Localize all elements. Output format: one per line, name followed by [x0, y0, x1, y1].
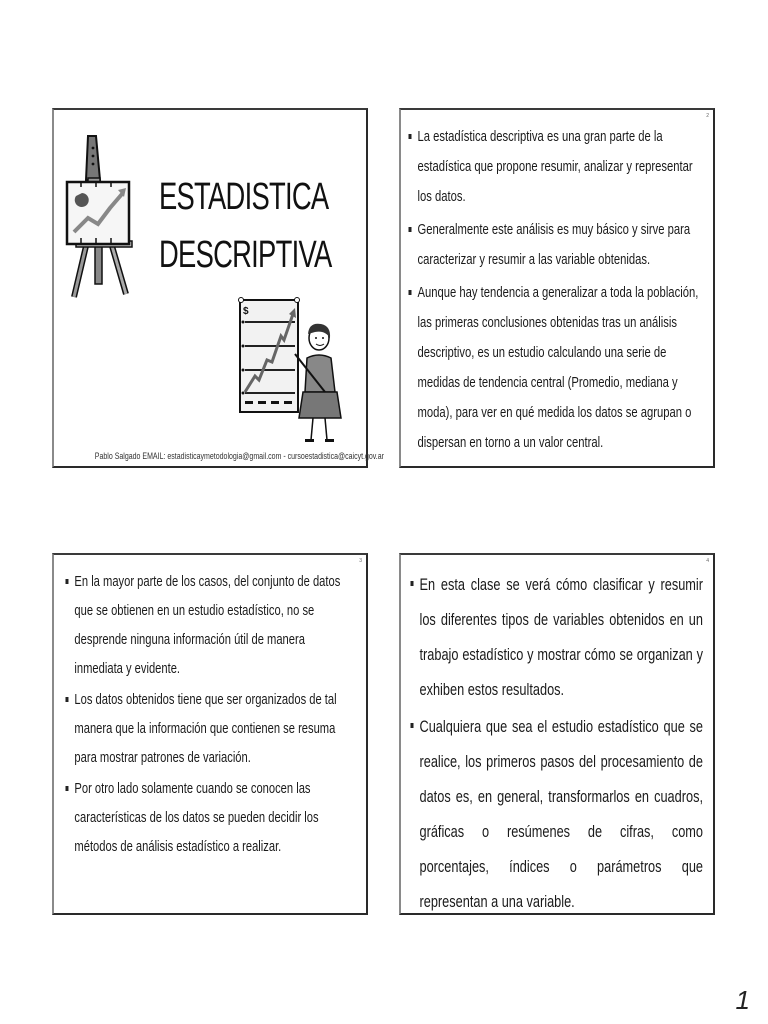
bullet-square-icon — [65, 697, 68, 702]
presenter-chart-icon — [237, 296, 347, 446]
list-item: Generalmente este análisis es muy básico y sirve para caracterizar y resumir a las variable obtenidas. — [407, 215, 707, 275]
list-item: Cualquiera que sea el estudio estadístico que se realice, los primeros pasos del procesamiento de datos es, en general, transformarlos en cuadros, gráficas o resúmenes de cifras, como porcentajes, índices o parámetros que representan a una variable. — [409, 709, 703, 919]
bullet-square-icon — [409, 134, 412, 139]
slide-4 — [399, 553, 715, 915]
slide-number: 2 — [706, 113, 709, 119]
slide-number: 4 — [706, 558, 709, 564]
bullet-square-icon — [411, 581, 414, 586]
svg-text:$: $ — [243, 306, 249, 317]
list-item: Los datos obtenidos tiene que ser organizados de tal manera que la información que contienen se resuma para mostrar patrones de variación. — [64, 685, 355, 772]
list-item: La estadística descriptiva es una gran parte de la estadística que propone resumir, analizar y representar los datos. — [407, 122, 707, 212]
title-block — [159, 168, 399, 284]
bullet-list — [409, 567, 703, 921]
bullet-list — [407, 122, 707, 461]
slide-1-title — [52, 108, 384, 468]
slide-3 — [52, 553, 368, 915]
list-item: Aunque hay tendencia a generalizar a toda la población, las primeras conclusiones obtenidas tras un análisis descriptivo, es un estudio calculando una serie de medidas de tendencia central (Promedio, mediana y moda), para ver en qué medida los datos se agrupan o dispersan en torno a un valor central. — [407, 278, 707, 458]
slide-number: 3 — [359, 558, 362, 564]
title-line-1: ESTADISTICA — [159, 176, 329, 218]
list-item: Por otro lado solamente cuando se conocen las características de los datos se pueden decidir los métodos de análisis estadístico a realizar. — [64, 774, 355, 861]
title-line-2: DESCRIPTIVA — [159, 234, 332, 276]
bullet-list — [64, 567, 355, 863]
easel-chart-icon — [64, 134, 142, 302]
bullet-square-icon — [411, 723, 414, 728]
list-item: En la mayor parte de los casos, del conjunto de datos que se obtienen en un estudio estadístico, no se desprende ninguna información útil de manera inmediata y evidente. — [64, 567, 355, 683]
bullet-square-icon — [409, 227, 412, 232]
bullet-square-icon — [409, 290, 412, 295]
list-item: En esta clase se verá cómo clasificar y resumir los diferentes tipos de variables obtenidos en un trabajo estadístico y mostrar cómo se organizan y exhiben estos resultados. — [409, 567, 703, 707]
page-number: 1 — [735, 985, 750, 1015]
slide-2 — [399, 108, 715, 468]
bullet-square-icon — [65, 786, 68, 791]
bullet-square-icon — [65, 579, 68, 584]
slide-footer-contact: Pablo Salgado EMAIL: estadisticaymetodologia@gmail.com - cursoestadistica@caicyt.gov.ar — [94, 451, 384, 461]
